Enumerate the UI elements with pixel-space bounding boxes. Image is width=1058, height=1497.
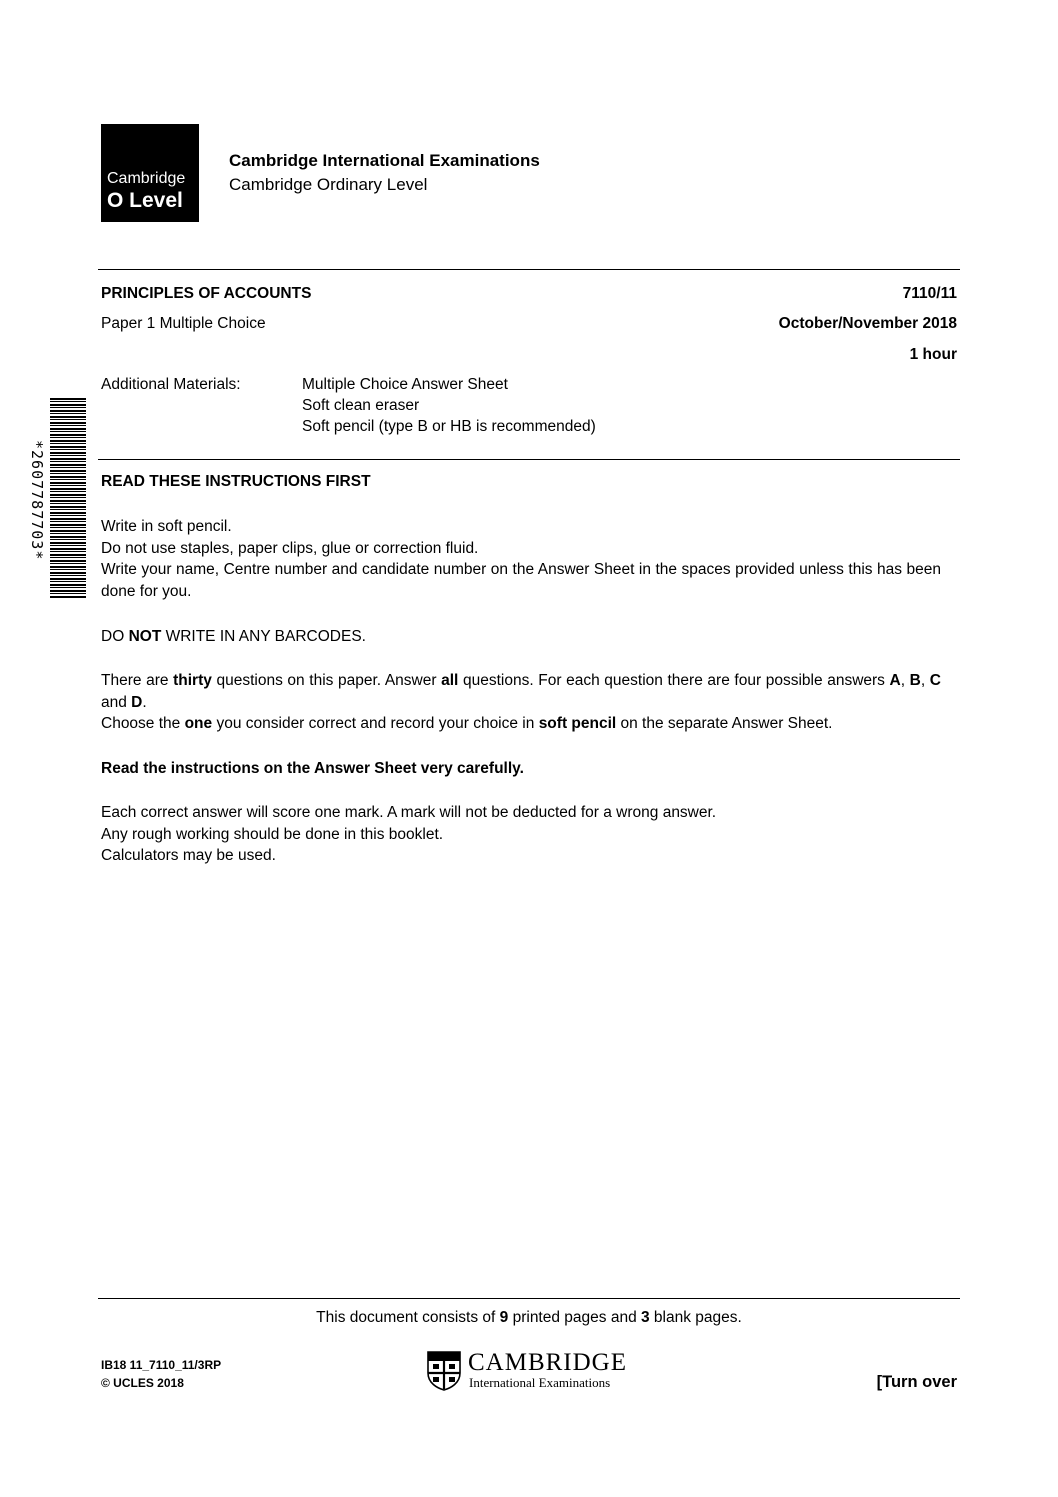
text-run-bold: 3 bbox=[641, 1309, 650, 1326]
instruction-line: Any rough working should be done in this booklet. bbox=[101, 825, 444, 843]
exam-duration: 1 hour bbox=[909, 346, 957, 363]
text-run: questions on this paper. Answer bbox=[211, 672, 442, 689]
text-run: questions. For each question there are four possible answers bbox=[458, 672, 890, 689]
instructions-divider bbox=[98, 459, 960, 460]
document-reference: IB18 11_7110_11/3RP bbox=[101, 1358, 222, 1372]
text-run-bold: D bbox=[131, 693, 143, 711]
instruction-line bbox=[101, 713, 941, 735]
text-run-bold: C bbox=[929, 672, 941, 689]
text-run: . bbox=[142, 693, 147, 711]
text-run-bold: all bbox=[441, 672, 459, 689]
cambridge-o-level-logo bbox=[101, 124, 199, 222]
copyright: © UCLES 2018 bbox=[101, 1376, 184, 1390]
text-run: WRITE IN ANY BARCODES. bbox=[161, 628, 366, 645]
barcode bbox=[50, 398, 86, 598]
text-run-bold: A bbox=[889, 672, 901, 689]
subject-title: PRINCIPLES OF ACCOUNTS bbox=[101, 285, 312, 302]
material-item: Multiple Choice Answer Sheet bbox=[302, 376, 508, 393]
exam-board: Cambridge International Examinations bbox=[229, 151, 540, 170]
instructions-para-5 bbox=[101, 802, 941, 867]
footer-divider bbox=[98, 1298, 960, 1299]
page-count-note bbox=[0, 1309, 1058, 1327]
cambridge-wordmark: CAMBRIDGE bbox=[468, 1349, 628, 1376]
materials-list bbox=[302, 374, 596, 437]
exam-level: Cambridge Ordinary Level bbox=[229, 175, 428, 194]
materials-label: Additional Materials: bbox=[101, 376, 241, 393]
logo-line2: O Level bbox=[107, 189, 183, 212]
text-run-bold: B bbox=[909, 672, 921, 689]
instruction-line: Write your name, Centre number and candidate number on the Answer Sheet in the spaces provided unless this has been done for you. bbox=[101, 561, 941, 600]
instruction-line bbox=[101, 670, 941, 713]
text-run: Choose the bbox=[101, 715, 185, 732]
text-run: you consider correct and record your choice in bbox=[212, 715, 539, 732]
instructions-para-2 bbox=[101, 626, 941, 648]
text-run: and bbox=[101, 693, 132, 711]
paper-code: 7110/11 bbox=[902, 285, 957, 302]
instructions-para-4: Read the instructions on the Answer Sheet very carefully. bbox=[101, 760, 524, 777]
text-run-bold: NOT bbox=[128, 628, 162, 645]
text-run: This document consists of bbox=[316, 1309, 500, 1326]
text-run-bold: thirty bbox=[173, 672, 212, 689]
text-run: , bbox=[900, 672, 910, 689]
barcode-digits: *2607787703* bbox=[28, 440, 46, 561]
text-run: on the separate Answer Sheet. bbox=[616, 715, 833, 732]
turn-over: [Turn over bbox=[876, 1373, 957, 1391]
paper-name: Paper 1 Multiple Choice bbox=[101, 315, 266, 332]
cambridge-crest-icon bbox=[427, 1351, 461, 1391]
cambridge-subtitle: International Examinations bbox=[469, 1375, 611, 1390]
instruction-line: Each correct answer will score one mark. A mark will not be deducted for a wrong answer. bbox=[101, 804, 717, 821]
material-item: Soft clean eraser bbox=[302, 397, 420, 414]
material-item: Soft pencil (type B or HB is recommended) bbox=[302, 418, 596, 435]
instruction-line: Calculators may be used. bbox=[101, 847, 276, 864]
instruction-line: Do not use staples, paper clips, glue or correction fluid. bbox=[101, 539, 479, 557]
top-divider bbox=[98, 269, 960, 270]
instruction-line: Write in soft pencil. bbox=[101, 518, 232, 535]
text-run-bold: one bbox=[184, 715, 213, 732]
text-run: There are bbox=[101, 672, 174, 689]
text-run: , bbox=[920, 672, 930, 689]
text-run: DO bbox=[101, 628, 129, 645]
text-run-bold: soft pencil bbox=[538, 715, 617, 732]
instructions-para-1 bbox=[101, 516, 941, 602]
text-run: printed pages and bbox=[508, 1309, 641, 1326]
logo-line1: Cambridge bbox=[107, 170, 186, 187]
text-run-bold: 9 bbox=[499, 1309, 509, 1326]
text-run: blank pages. bbox=[649, 1309, 742, 1326]
instructions-heading: READ THESE INSTRUCTIONS FIRST bbox=[101, 473, 371, 490]
instructions-para-3 bbox=[101, 670, 941, 735]
exam-session: October/November 2018 bbox=[778, 315, 957, 332]
